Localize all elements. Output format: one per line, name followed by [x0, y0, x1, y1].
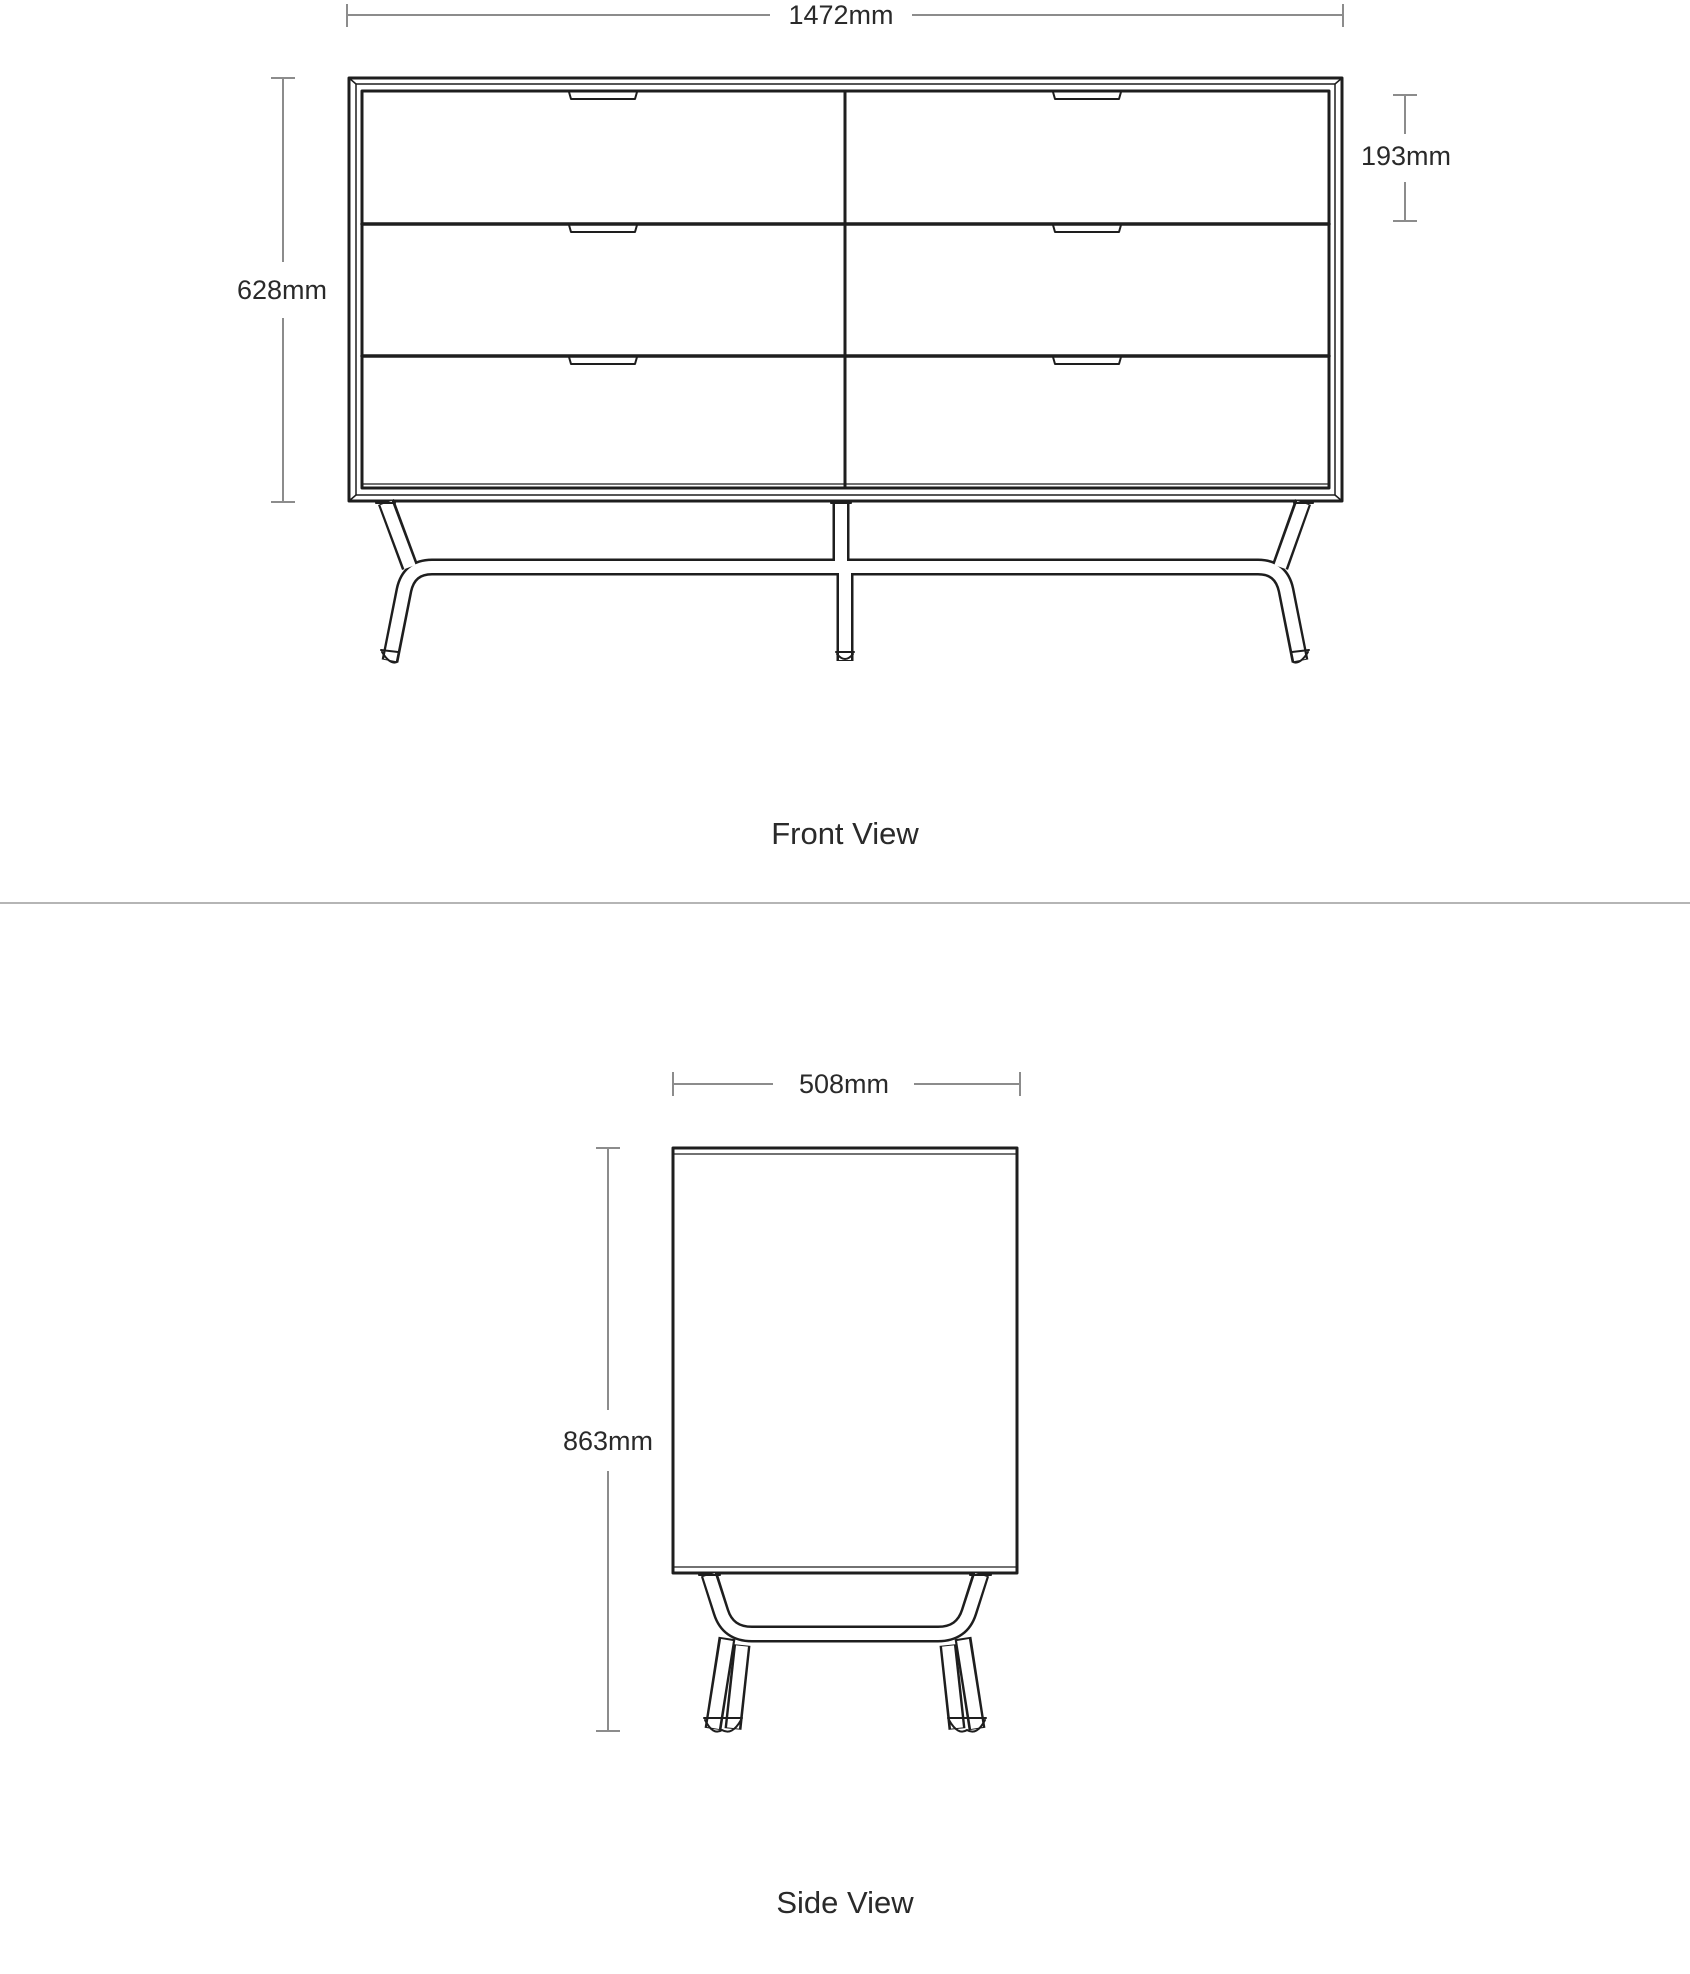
front-view — [237, 0, 1451, 851]
side-legs — [699, 1574, 991, 1732]
drawer-pull — [569, 225, 637, 232]
drawer-pull — [569, 92, 637, 99]
height-dimension-label: 628mm — [236, 275, 328, 305]
overall-height-dimension — [563, 1148, 653, 1731]
side-view — [563, 1069, 1020, 1920]
cabinet-front — [349, 78, 1342, 501]
width-dimension-label: 1472mm — [788, 0, 894, 30]
height-dimension — [237, 78, 327, 502]
drawer-pull — [1053, 357, 1121, 364]
cabinet-side — [673, 1148, 1017, 1573]
front-view-label: Front View — [771, 816, 919, 851]
depth-dimension — [673, 1069, 1020, 1099]
side-view-label: Side View — [776, 1885, 914, 1920]
drawer-height-dimension-label: 193mm — [1360, 141, 1452, 171]
depth-dimension-label: 508mm — [798, 1069, 890, 1099]
drawer-pull — [569, 357, 637, 364]
drawer-pull — [1053, 92, 1121, 99]
drawer-pull — [1053, 225, 1121, 232]
front-legs — [376, 502, 1313, 663]
overall-height-dimension-label: 863mm — [562, 1426, 654, 1456]
drawer-height-dimension — [1361, 95, 1451, 221]
width-dimension — [347, 0, 1343, 30]
